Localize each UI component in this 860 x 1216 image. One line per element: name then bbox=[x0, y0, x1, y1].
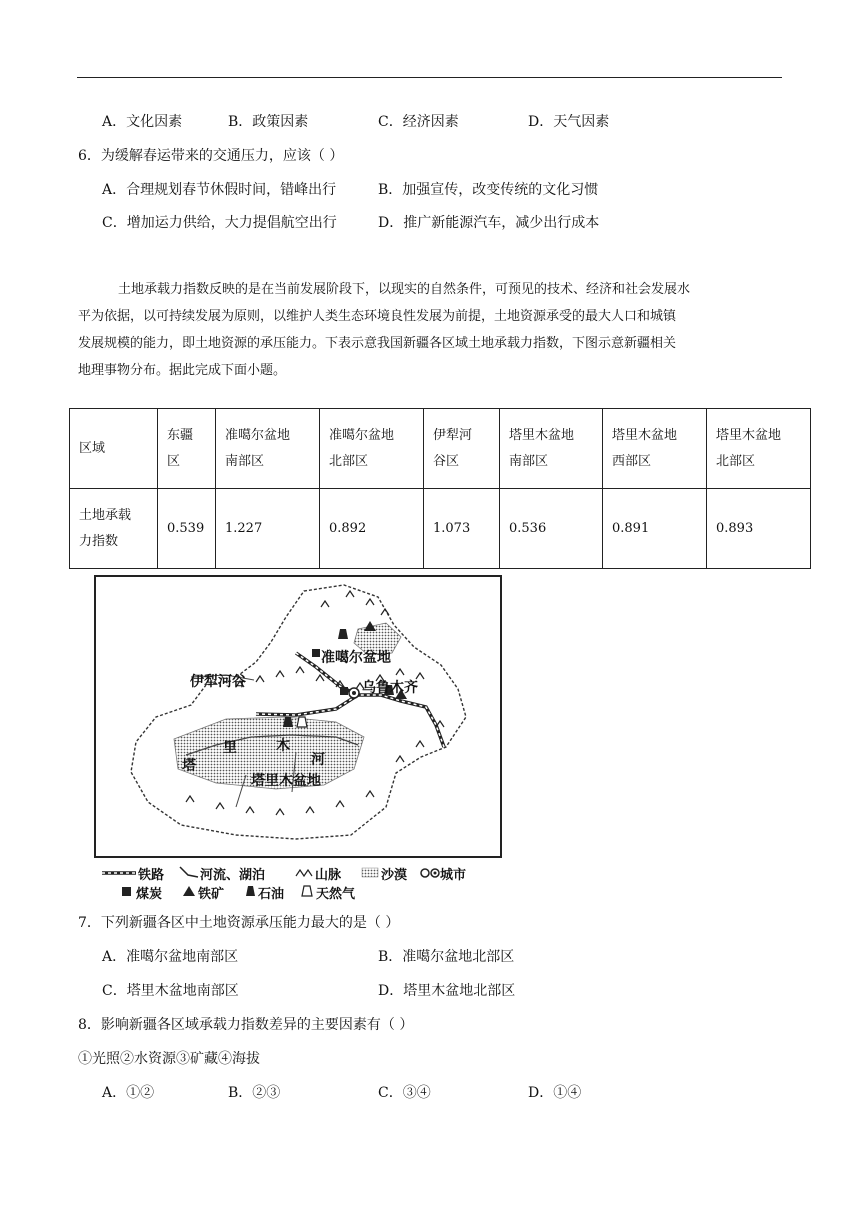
q8-option-c[interactable]: C．③④ bbox=[378, 1085, 431, 1101]
coal-legend-icon bbox=[122, 887, 131, 896]
label-he: 河 bbox=[311, 752, 325, 768]
q8-stem: 8．影响新疆各区域承载力指数差异的主要因素有（ ） bbox=[78, 1017, 414, 1033]
coal-marker bbox=[340, 687, 348, 695]
table-header-region: 区域 bbox=[70, 409, 158, 489]
mountain-legend-icon bbox=[296, 870, 312, 876]
label-ta: 塔 bbox=[182, 758, 196, 774]
legend-coal: 煤炭 bbox=[136, 887, 163, 902]
passage-line-1: 土地承载力指数反映的是在当前发展阶段下，以现实的自然条件，可预见的技术、经济和社会发展水 bbox=[118, 282, 691, 297]
label-junggar: 准噶尔盆地 bbox=[321, 650, 391, 666]
q6-option-c[interactable]: C．增加运力供给，大力提倡航空出行 bbox=[102, 215, 337, 231]
table-row-index bbox=[70, 489, 811, 569]
legend-river: 河流、湖泊 bbox=[200, 868, 266, 883]
table-header-cell bbox=[216, 409, 320, 489]
q7-option-a[interactable]: A．准噶尔盆地南部区 bbox=[102, 949, 239, 965]
table-row-region bbox=[70, 409, 811, 489]
q5-option-b[interactable]: B．政策因素 bbox=[228, 114, 309, 130]
table-header-index bbox=[70, 489, 158, 569]
table-value-cell: 0.539 bbox=[158, 489, 216, 569]
region-name: 谷区 bbox=[433, 453, 460, 469]
table-value-cell: 0.893 bbox=[707, 489, 811, 569]
passage-line-4: 地理事物分布。据此完成下面小题。 bbox=[78, 363, 287, 378]
region-name: 南部区 bbox=[509, 453, 549, 469]
legend-oil: 石油 bbox=[258, 887, 285, 902]
legend-mountain: 山脉 bbox=[315, 868, 342, 883]
railway-line-west bbox=[256, 695, 358, 715]
legend-city: 城市 bbox=[440, 868, 467, 883]
q6-option-a[interactable]: A．合理规划春节休假时间，错峰出行 bbox=[102, 182, 337, 198]
region-name: 塔里木盆地 bbox=[716, 427, 782, 443]
region-name: 准噶尔盆地 bbox=[225, 427, 291, 443]
legend-iron: 铁矿 bbox=[198, 887, 225, 902]
desert-legend-icon bbox=[362, 868, 378, 877]
oil-marker bbox=[338, 629, 348, 639]
region-name: 准噶尔盆地 bbox=[329, 427, 395, 443]
region-name: 北部区 bbox=[329, 453, 369, 469]
label-yili: 伊犁河谷 bbox=[190, 674, 246, 690]
table-value-cell: 1.073 bbox=[424, 489, 500, 569]
q5-option-d[interactable]: D．天气因素 bbox=[528, 114, 610, 130]
city-legend-icon bbox=[421, 869, 429, 877]
map-drawing bbox=[96, 577, 500, 856]
q6-option-d[interactable]: D．推广新能源汽车，减少出行成本 bbox=[378, 215, 600, 231]
table-value-cell: 0.891 bbox=[603, 489, 707, 569]
table-value-cell: 0.892 bbox=[320, 489, 424, 569]
q7-option-d[interactable]: D．塔里木盆地北部区 bbox=[378, 983, 516, 999]
legend-desert: 沙漠 bbox=[381, 868, 408, 883]
river-legend-icon bbox=[180, 867, 198, 877]
iron-legend-icon bbox=[183, 886, 195, 896]
q5-option-a[interactable]: A．文化因素 bbox=[102, 114, 183, 130]
table-header-cell bbox=[320, 409, 424, 489]
label-mu: 木 bbox=[276, 738, 290, 754]
index-label: 土地承载 bbox=[79, 507, 132, 523]
q7-option-c[interactable]: C．塔里木盆地南部区 bbox=[102, 983, 239, 999]
q8-option-d[interactable]: D．①④ bbox=[528, 1085, 582, 1101]
region-boundary bbox=[131, 585, 466, 839]
q7-stem: 7．下列新疆各区中土地资源承压能力最大的是（ ） bbox=[78, 915, 400, 931]
label-li: 里 bbox=[223, 740, 237, 756]
table-header-cell bbox=[603, 409, 707, 489]
table-value-cell: 0.536 bbox=[500, 489, 603, 569]
region-name: 区 bbox=[167, 453, 181, 469]
gas-marker bbox=[297, 717, 307, 727]
land-capacity-table bbox=[69, 408, 811, 569]
region-name: 北部区 bbox=[716, 453, 756, 469]
q8-option-b[interactable]: B．②③ bbox=[228, 1085, 281, 1101]
index-label: 力指数 bbox=[79, 533, 119, 549]
legend-railway: 铁路 bbox=[138, 868, 165, 883]
table-value-cell: 1.227 bbox=[216, 489, 320, 569]
passage-line-3: 发展规模的能力，即土地资源的承压能力。下表示意我国新疆各区域土地承载力指数，下图示意新疆相关 bbox=[78, 336, 677, 351]
region-name: 塔里木盆地 bbox=[612, 427, 678, 443]
region-name: 塔里木盆地 bbox=[509, 427, 575, 443]
label-urumqi: 乌鲁木齐 bbox=[362, 680, 418, 696]
q8-option-a[interactable]: A．①② bbox=[102, 1085, 155, 1101]
label-tarim: 塔里木盆地 bbox=[251, 773, 321, 789]
region-name: 伊犁河 bbox=[433, 427, 473, 443]
q8-factors: ①光照②水资源③矿藏④海拔 bbox=[78, 1051, 260, 1067]
header-rule bbox=[77, 77, 782, 78]
region-name: 南部区 bbox=[225, 453, 265, 469]
q6-option-b[interactable]: B．加强宣传，改变传统的文化习惯 bbox=[378, 182, 599, 198]
q5-option-c[interactable]: C．经济因素 bbox=[378, 114, 459, 130]
xinjiang-map bbox=[94, 575, 502, 858]
table-header-cell bbox=[424, 409, 500, 489]
table-header-cell bbox=[500, 409, 603, 489]
passage-line-2: 平为依据，以可持续发展为原则，以维护人类生态环境良性发展为前提，土地资源承受的最大人口和城镇 bbox=[78, 309, 677, 324]
gas-legend-icon bbox=[302, 886, 312, 896]
table-header-cell bbox=[707, 409, 811, 489]
region-name: 东疆 bbox=[167, 427, 194, 443]
q7-option-b[interactable]: B．准噶尔盆地北部区 bbox=[378, 949, 515, 965]
region-name: 西部区 bbox=[612, 453, 652, 469]
coal-marker bbox=[312, 649, 320, 657]
oil-legend-icon bbox=[246, 886, 255, 896]
table-header-cell bbox=[158, 409, 216, 489]
q6-stem: 6．为缓解春运带来的交通压力，应该（ ） bbox=[78, 148, 344, 164]
legend-gas: 天然气 bbox=[316, 887, 356, 902]
